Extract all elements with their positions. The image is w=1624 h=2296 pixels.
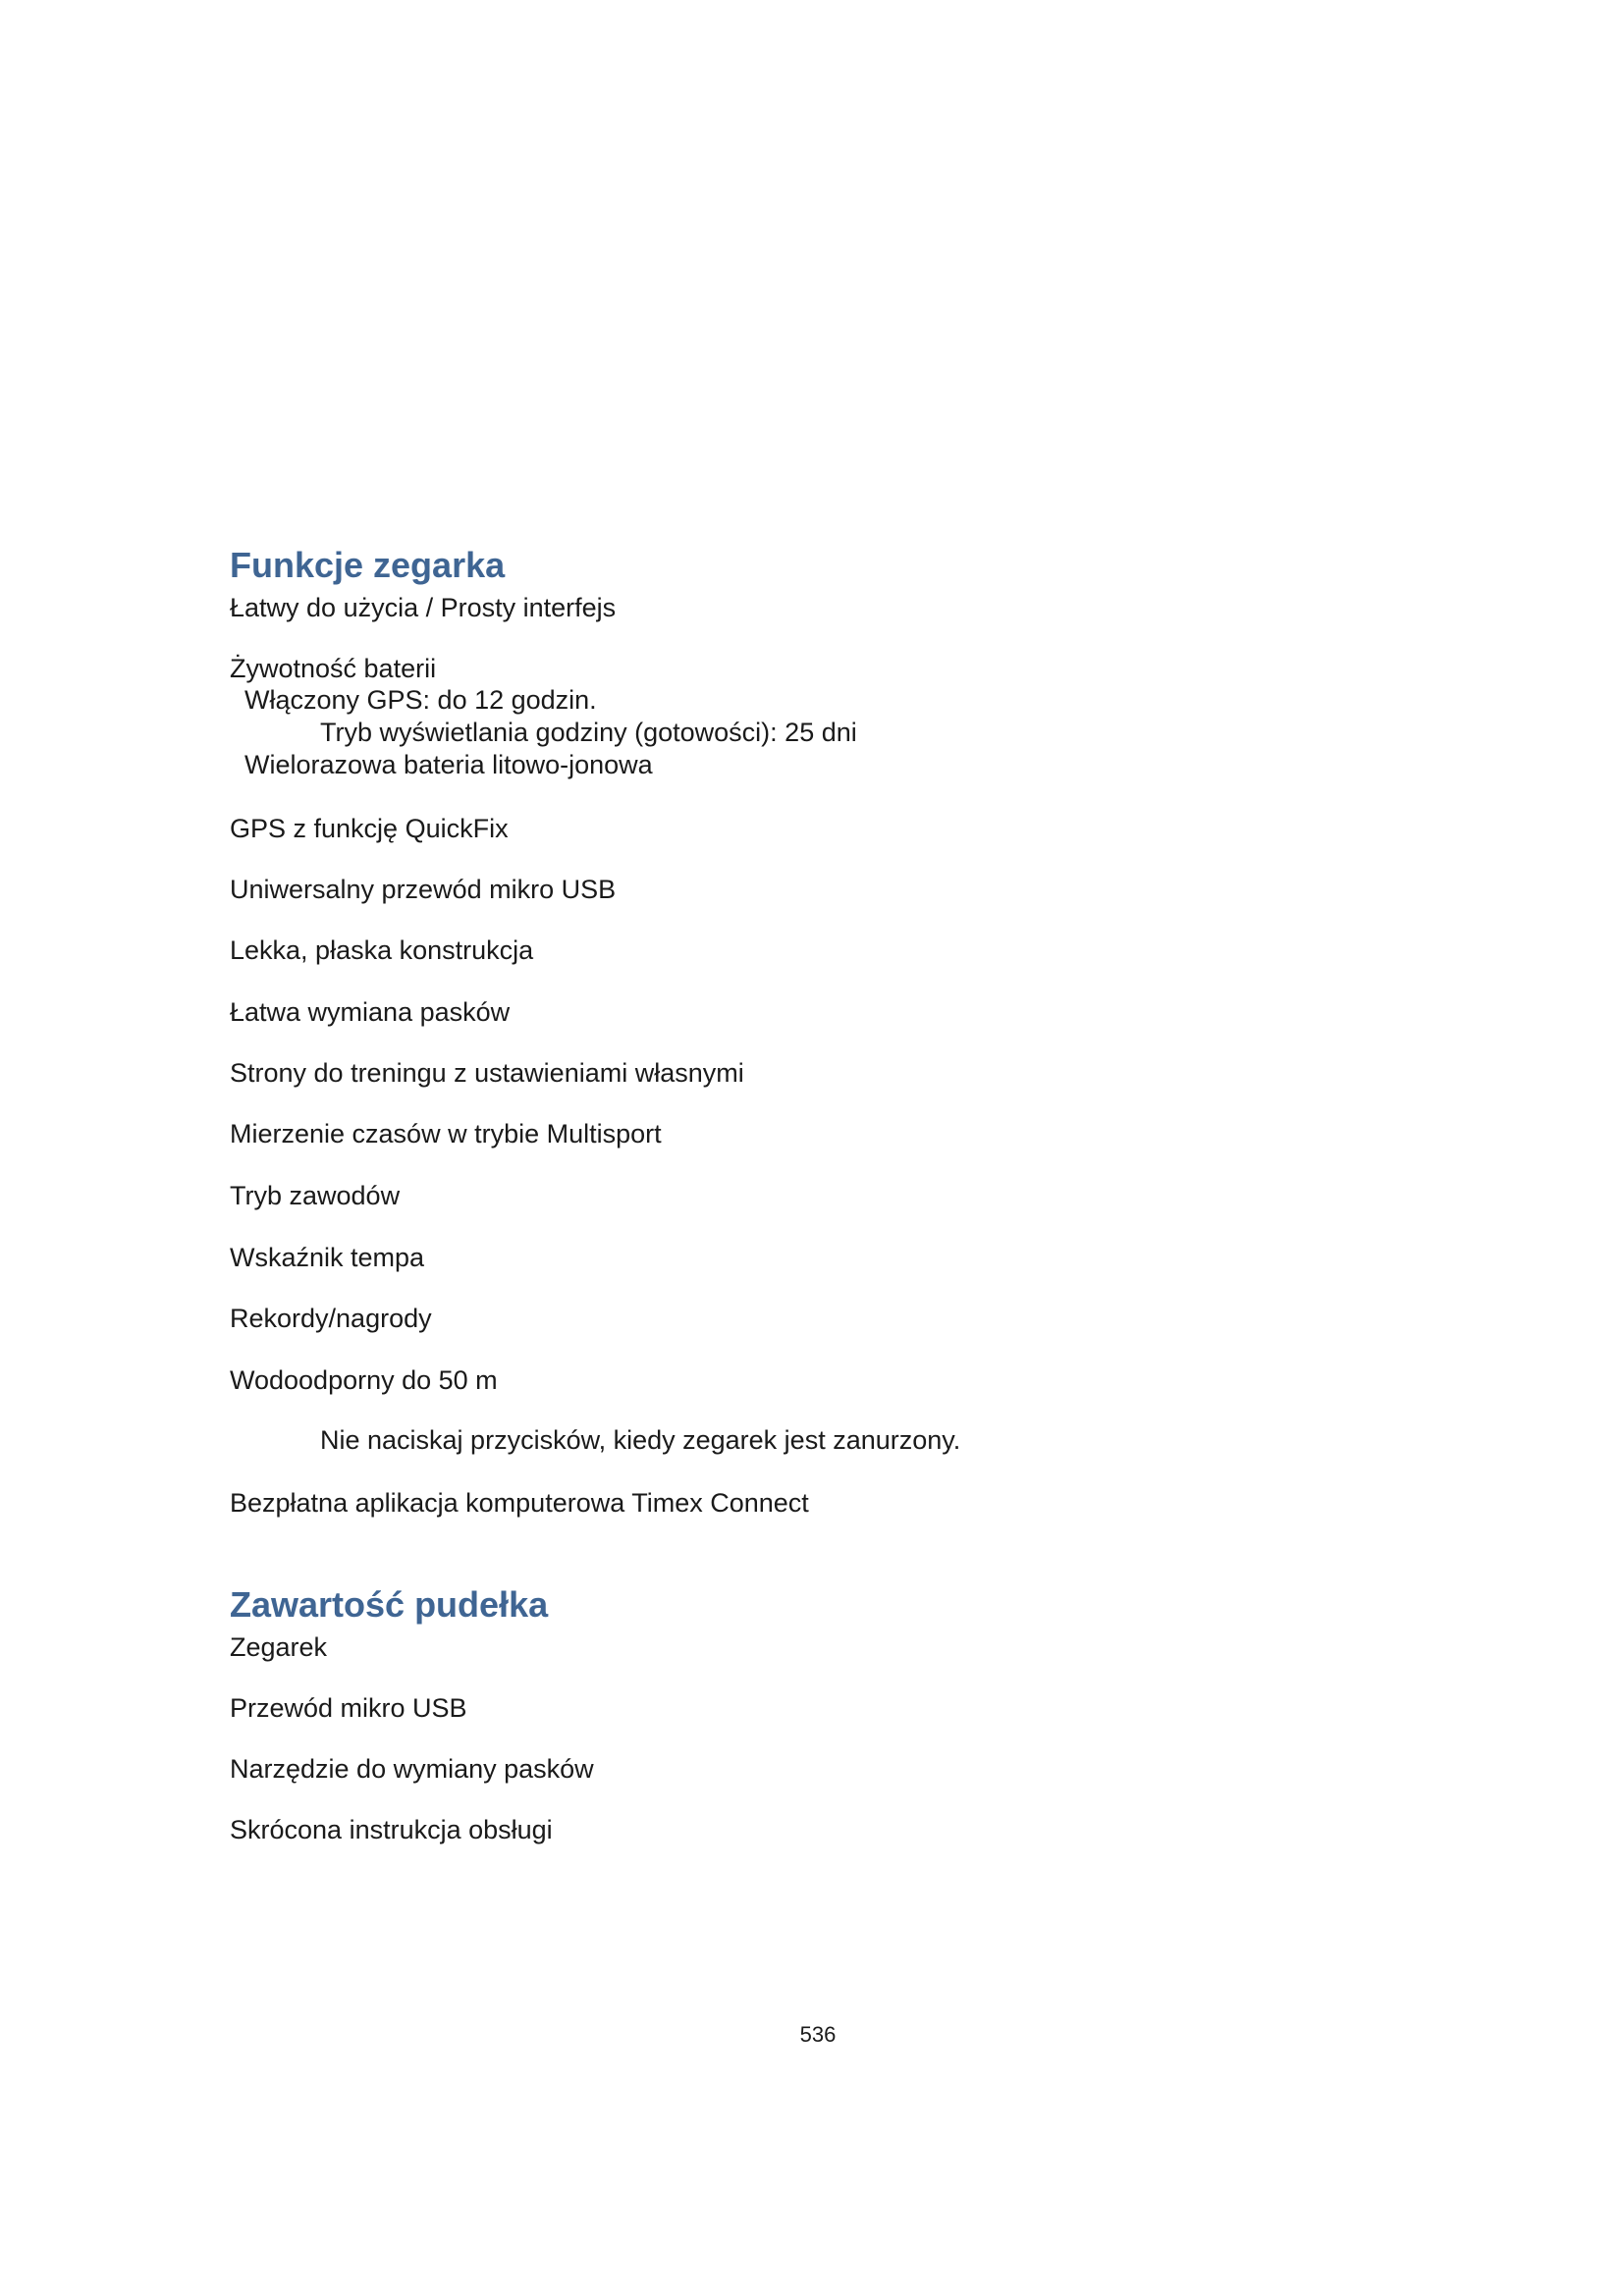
box-item: Zegarek [230, 1632, 328, 1662]
page-number: 536 [799, 2022, 837, 2047]
feature-note: Nie naciskaj przycisków, kiedy zegarek jest zanurzony. [320, 1425, 961, 1455]
feature-subitem: Wielorazowa bateria litowo-jonowa [244, 750, 653, 779]
feature-item: Lekka, płaska konstrukcja [230, 935, 534, 965]
feature-item: Strony do treningu z ustawieniami własnymi [230, 1058, 744, 1088]
box-item: Narzędzie do wymiany pasków [230, 1754, 594, 1784]
feature-item: Łatwa wymiana pasków [230, 997, 511, 1027]
feature-item: Rekordy/nagrody [230, 1304, 432, 1333]
feature-item: Mierzenie czasów w trybie Multisport [230, 1119, 662, 1148]
section-title-features: Funkcje zegarka [230, 545, 506, 585]
feature-item: Wodoodporny do 50 m [230, 1365, 498, 1395]
feature-subitem: Tryb wyświetlania godziny (gotowości): 25 dni [320, 718, 857, 747]
feature-subitem: Włączony GPS: do 12 godzin. [244, 685, 597, 715]
feature-item: Tryb zawodów [230, 1181, 401, 1210]
feature-item: Wskaźnik tempa [230, 1243, 425, 1272]
feature-item: Uniwersalny przewód mikro USB [230, 875, 617, 904]
section-title-box: Zawartość pudełka [230, 1584, 549, 1625]
feature-item: GPS z funkcję QuickFix [230, 814, 509, 843]
box-item: Przewód mikro USB [230, 1693, 467, 1723]
feature-item: Bezpłatna aplikacja komputerowa Timex Connect [230, 1488, 809, 1518]
box-item: Skrócona instrukcja obsługi [230, 1815, 553, 1844]
feature-item: Żywotność baterii [230, 654, 437, 683]
feature-item: Łatwy do użycia / Prosty interfejs [230, 593, 617, 622]
